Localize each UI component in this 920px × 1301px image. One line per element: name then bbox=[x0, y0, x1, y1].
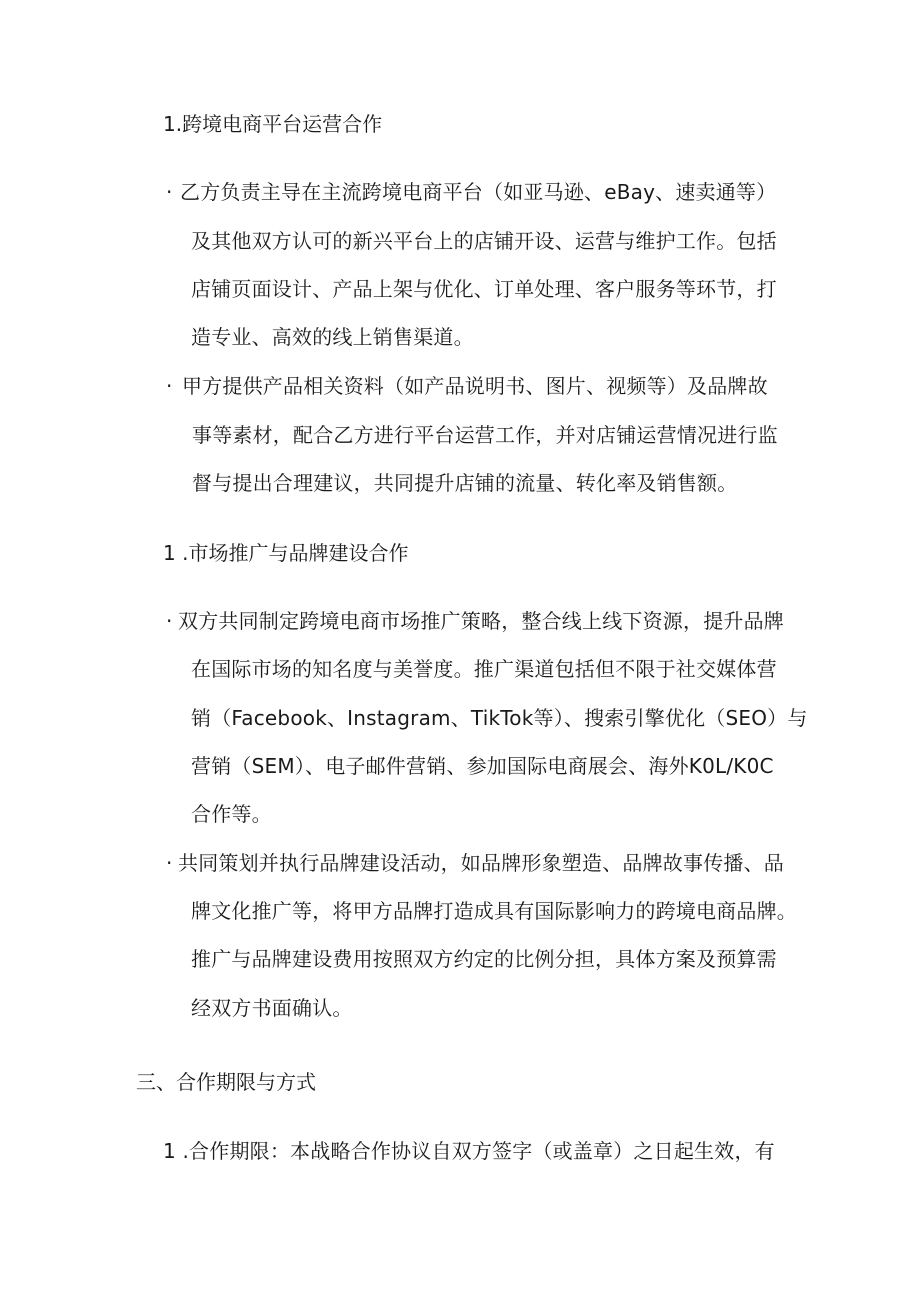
bullet-marker: · bbox=[166, 374, 173, 398]
paragraph-line: 在国际市场的知名度与美誉度。推广渠道包括但不限于社交媒体营 bbox=[191, 657, 777, 681]
bullet-marker: · bbox=[166, 609, 173, 633]
paragraph-line: 乙方负责主导在主流跨境电商平台（如亚马逊、eBay、速卖通等） bbox=[180, 180, 777, 204]
paragraph-line: 1 .合作期限：本战略合作协议自双方签字（或盖章）之日起生效，有 bbox=[163, 1139, 775, 1163]
paragraph-line: 营销（SEM）、电子邮件营销、参加国际电商展会、海外K0L/K0C bbox=[191, 754, 774, 778]
paragraph-line: 经双方书面确认。 bbox=[191, 996, 353, 1020]
paragraph-line: 造专业、高效的线上销售渠道。 bbox=[191, 325, 474, 349]
paragraph-line: 推广与品牌建设费用按照双方约定的比例分担，具体方案及预算需 bbox=[191, 947, 777, 971]
paragraph-line: 牌文化推广等，将甲方品牌打造成具有国际影响力的跨境电商品牌。 bbox=[191, 899, 797, 923]
paragraph-line: 督与提出合理建议，共同提升店铺的流量、转化率及销售额。 bbox=[192, 471, 738, 495]
section-heading-marketing-branding: 1 .市场推广与品牌建设合作 bbox=[163, 541, 409, 565]
paragraph-line: 店铺页面设计、产品上架与优化、订单处理、客户服务等环节，打 bbox=[191, 277, 777, 301]
paragraph-line: 共同策划并执行品牌建设活动，如品牌形象塑造、品牌故事传播、品 bbox=[178, 851, 784, 875]
bullet-marker: · bbox=[166, 851, 173, 875]
bullet-marker: · bbox=[166, 180, 173, 204]
paragraph-line: 及其他双方认可的新兴平台上的店铺开设、运营与维护工作。包括 bbox=[191, 229, 777, 253]
paragraph-line: 事等素材，配合乙方进行平台运营工作，并对店铺运营情况进行监 bbox=[192, 423, 778, 447]
paragraph-line: 双方共同制定跨境电商市场推广策略，整合线上线下资源，提升品牌 bbox=[178, 609, 784, 633]
section-heading-term-and-method: 三、合作期限与方式 bbox=[136, 1070, 316, 1094]
paragraph-line: 甲方提供产品相关资料（如产品说明书、图片、视频等）及品牌故 bbox=[182, 374, 768, 398]
paragraph-line: 销（Facebook、Instagram、TikTok等）、搜索引擎优化（SEO）与 bbox=[191, 706, 808, 730]
paragraph-line: 合作等。 bbox=[191, 802, 272, 826]
section-heading-platform-operation: 1.跨境电商平台运营合作 bbox=[163, 112, 383, 136]
